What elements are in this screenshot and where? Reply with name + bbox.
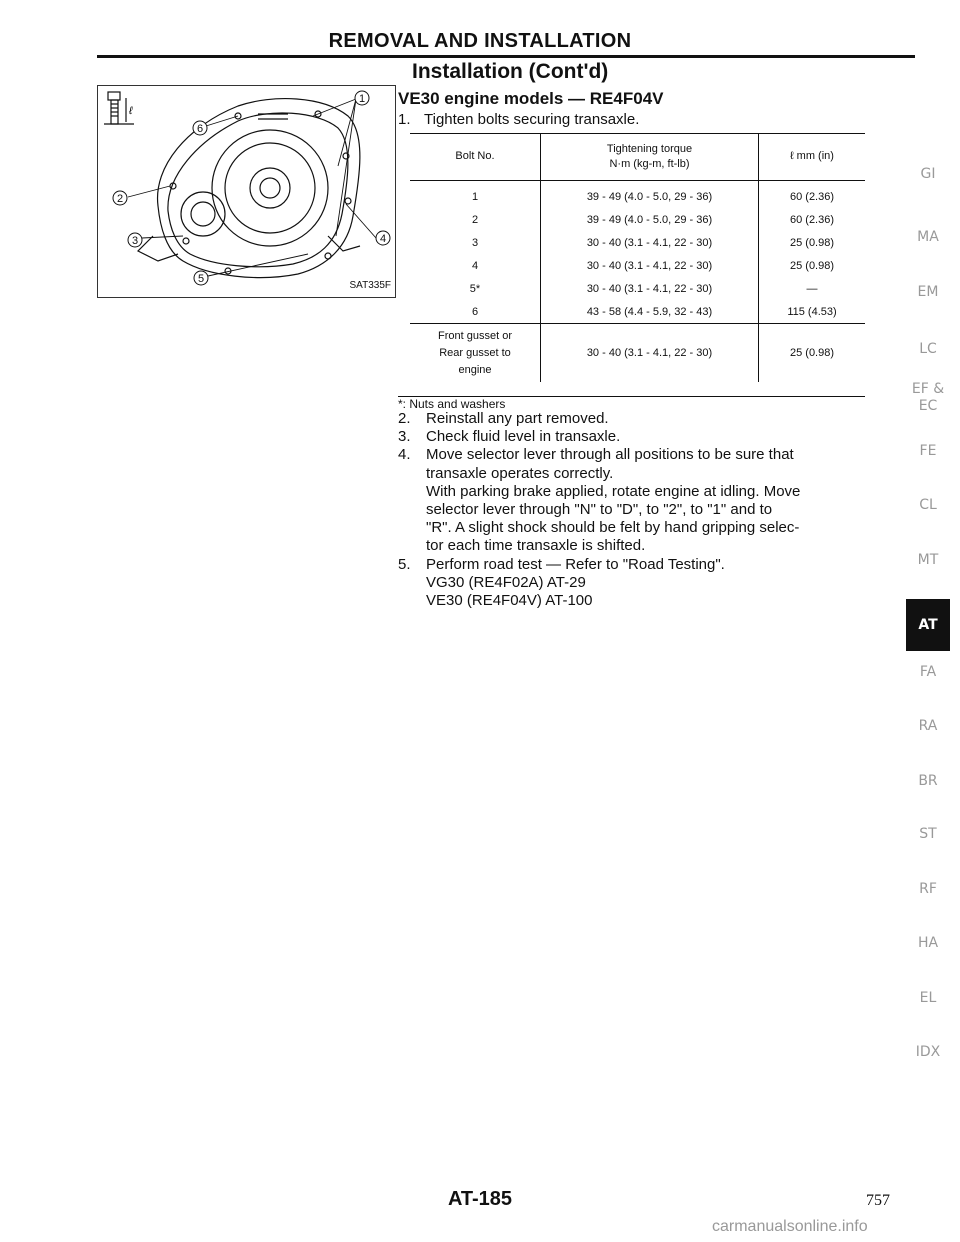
step-2 bbox=[398, 410, 898, 428]
step-line: Move selector lever through all positions to be sure that bbox=[426, 446, 794, 464]
transaxle-diagram bbox=[97, 85, 396, 298]
torque-unit: N·m (kg-m, ft-lb) bbox=[609, 157, 690, 170]
callout-5: 5 bbox=[197, 273, 205, 285]
section-title: Installation (Cont'd) bbox=[412, 60, 609, 83]
step-number: 1. bbox=[398, 111, 411, 128]
cell-torque: 43 - 58 (4.4 - 5.9, 32 - 43) bbox=[541, 300, 759, 324]
table-row-gusset bbox=[410, 324, 865, 383]
pdf-page-number: 757 bbox=[866, 1192, 890, 1209]
header-rule bbox=[97, 55, 915, 58]
torque-label: Tightening torque bbox=[606, 142, 693, 155]
step-text: Tighten bolts securing transaxle. bbox=[424, 111, 640, 128]
step-text: Reinstall any part removed. bbox=[426, 410, 609, 427]
callout-6: 6 bbox=[196, 123, 204, 135]
table-row bbox=[410, 231, 865, 254]
side-tab-cl[interactable]: CL bbox=[919, 497, 937, 513]
cell-length: 60 (2.36) bbox=[789, 213, 835, 226]
watermark: carmanualsonline.info bbox=[712, 1218, 868, 1235]
cell-torque: 30 - 40 (3.1 - 4.1, 22 - 30) bbox=[541, 324, 759, 383]
side-tab-mt[interactable]: MT bbox=[917, 552, 939, 568]
cell-torque: 30 - 40 (3.1 - 4.1, 22 - 30) bbox=[541, 254, 759, 277]
length-symbol: ℓ bbox=[129, 105, 133, 117]
side-tab-fe[interactable]: FE bbox=[919, 443, 937, 459]
step-1 bbox=[398, 111, 639, 128]
cell-length: 25 (0.98) bbox=[789, 236, 835, 249]
callout-4: 4 bbox=[379, 233, 387, 245]
step-4 bbox=[398, 446, 898, 555]
side-tab-rf[interactable]: RF bbox=[919, 881, 937, 897]
step-line: tor each time transaxle is shifted. bbox=[426, 537, 646, 555]
cell-length: 25 (0.98) bbox=[789, 259, 835, 272]
step-5 bbox=[398, 556, 898, 611]
cell-torque: 39 - 49 (4.0 - 5.0, 29 - 36) bbox=[541, 181, 759, 209]
col-header-length: ℓ mm (in) bbox=[759, 133, 866, 181]
cell-bolt: 1 bbox=[471, 190, 479, 203]
cell-length: 115 (4.53) bbox=[787, 305, 837, 318]
side-tab-el[interactable]: EL bbox=[919, 990, 937, 1006]
side-tab-ma[interactable]: MA bbox=[917, 229, 939, 245]
table-row bbox=[410, 277, 865, 300]
gusset-line: Rear gusset to bbox=[439, 346, 511, 359]
page-header-title: REMOVAL AND INSTALLATION bbox=[328, 30, 632, 52]
gusset-line: engine bbox=[458, 363, 492, 376]
side-tab-ec[interactable]: EC bbox=[918, 398, 938, 414]
step-number: 2. bbox=[398, 410, 411, 427]
cell-length: — bbox=[806, 282, 818, 295]
step-line: With parking brake applied, rotate engine at idling. Move bbox=[426, 482, 801, 500]
cell-bolt: 6 bbox=[471, 305, 479, 318]
side-tab-br[interactable]: BR bbox=[918, 773, 938, 789]
cell-length: 60 (2.36) bbox=[789, 190, 835, 203]
cell-gusset-label bbox=[410, 324, 541, 383]
step-line: selector lever through "N" to "D", to "2", to "1" and to bbox=[426, 501, 773, 519]
cell-torque: 39 - 49 (4.0 - 5.0, 29 - 36) bbox=[541, 208, 759, 231]
side-tab-ef[interactable]: EF & bbox=[911, 381, 945, 397]
step-number: 4. bbox=[398, 446, 411, 464]
callout-3: 3 bbox=[131, 235, 139, 247]
table-footnote: *: Nuts and washers bbox=[398, 397, 506, 411]
side-tab-lc[interactable]: LC bbox=[919, 341, 937, 357]
side-tab-at[interactable]: AT bbox=[906, 599, 950, 651]
step-3 bbox=[398, 428, 898, 446]
callout-1: 1 bbox=[358, 93, 366, 105]
cell-bolt: 4 bbox=[471, 259, 479, 272]
side-tab-st[interactable]: ST bbox=[919, 826, 937, 842]
table-row bbox=[410, 300, 865, 324]
side-tab-ha[interactable]: HA bbox=[917, 935, 939, 951]
step-line: "R". A slight shock should be felt by hand gripping selec- bbox=[426, 519, 800, 537]
table-row bbox=[410, 208, 865, 231]
step-number: 5. bbox=[398, 555, 411, 573]
table-header-row bbox=[410, 133, 865, 181]
col-header-bolt: Bolt No. bbox=[410, 133, 541, 181]
cell-bolt: 5* bbox=[469, 282, 481, 295]
cell-length: 25 (0.98) bbox=[759, 324, 866, 383]
cell-bolt: 2 bbox=[471, 213, 479, 226]
step-line: VE30 (RE4F04V) AT-100 bbox=[426, 592, 593, 610]
step-text: Check fluid level in transaxle. bbox=[426, 428, 621, 446]
table-row bbox=[410, 181, 865, 209]
side-tab-fa[interactable]: FA bbox=[919, 664, 937, 680]
callout-2: 2 bbox=[116, 193, 124, 205]
torque-table bbox=[410, 133, 865, 382]
steps-list bbox=[398, 410, 898, 610]
subsection-title: VE30 engine models — RE4F04V bbox=[398, 89, 664, 108]
side-tab-idx[interactable]: IDX bbox=[915, 1044, 941, 1060]
side-tab-ra[interactable]: RA bbox=[918, 718, 938, 734]
gusset-line: Front gusset or bbox=[438, 329, 512, 342]
step-line: VG30 (RE4F02A) AT-29 bbox=[426, 573, 586, 591]
step-number: 3. bbox=[398, 428, 411, 446]
cell-torque: 30 - 40 (3.1 - 4.1, 22 - 30) bbox=[541, 277, 759, 300]
table-row bbox=[410, 254, 865, 277]
page-number: AT-185 bbox=[447, 1188, 513, 1210]
step-line: transaxle operates correctly. bbox=[426, 464, 614, 482]
cell-bolt: 3 bbox=[471, 236, 479, 249]
figure-code: SAT335F bbox=[349, 280, 391, 291]
transaxle-drawing bbox=[98, 86, 397, 299]
cell-torque: 30 - 40 (3.1 - 4.1, 22 - 30) bbox=[541, 231, 759, 254]
side-tab-gi[interactable]: GI bbox=[920, 166, 936, 182]
col-header-torque bbox=[541, 133, 759, 181]
step-line: Perform road test — Refer to "Road Testing". bbox=[426, 555, 725, 573]
side-tab-em[interactable]: EM bbox=[917, 284, 939, 300]
